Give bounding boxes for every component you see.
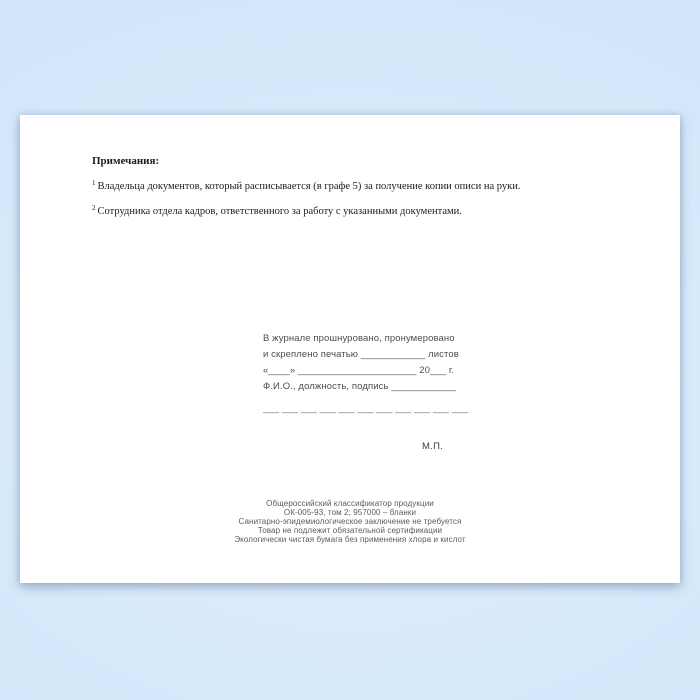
footnote-2-text: Сотрудника отдела кадров, ответственного за работу с указанными документами. [97, 206, 462, 217]
footnote-2-marker: 2 [92, 203, 96, 212]
certification-block [263, 331, 469, 417]
footer-line-2: ОК-005-93, том 2; 957000 – бланки [283, 508, 417, 517]
certification-line-4: Ф.И.О., должность, подпись ____________ [263, 381, 456, 392]
footer-line-5: Экологически чистая бумага без применения хлора и кислот [234, 535, 466, 544]
footnote-2 [92, 205, 632, 218]
certification-line-1: В журнале прошнуровано, пронумеровано [263, 333, 455, 344]
footer-line-4: Товар не подлежит обязательной сертификации [257, 526, 443, 535]
footnote-1-text: Владельца документов, который расписывается (в графе 5) за получение копии описи на руки. [97, 181, 521, 192]
notes-heading: Примечания: [92, 155, 160, 167]
footer-line-3: Санитарно-эпидемиологическое заключение не требуется [238, 517, 462, 526]
print-classifier-footer [20, 499, 680, 544]
stamp-place-label: М.П. [422, 441, 444, 452]
footnote-1-marker: 1 [92, 178, 96, 187]
footnote-1 [92, 180, 632, 193]
document-page [20, 115, 680, 583]
notes-section [92, 155, 632, 218]
certification-line-3: «____» ______________________ 20___ г. [263, 365, 455, 376]
footer-line-1: Общероссийский классификатор продукции [266, 499, 434, 508]
certification-line-2: и скреплено печатью ____________ листов [263, 349, 459, 360]
signature-dashed-line: ___ ___ ___ ___ ___ ___ ___ ___ ___ ___ ___ [263, 403, 469, 414]
